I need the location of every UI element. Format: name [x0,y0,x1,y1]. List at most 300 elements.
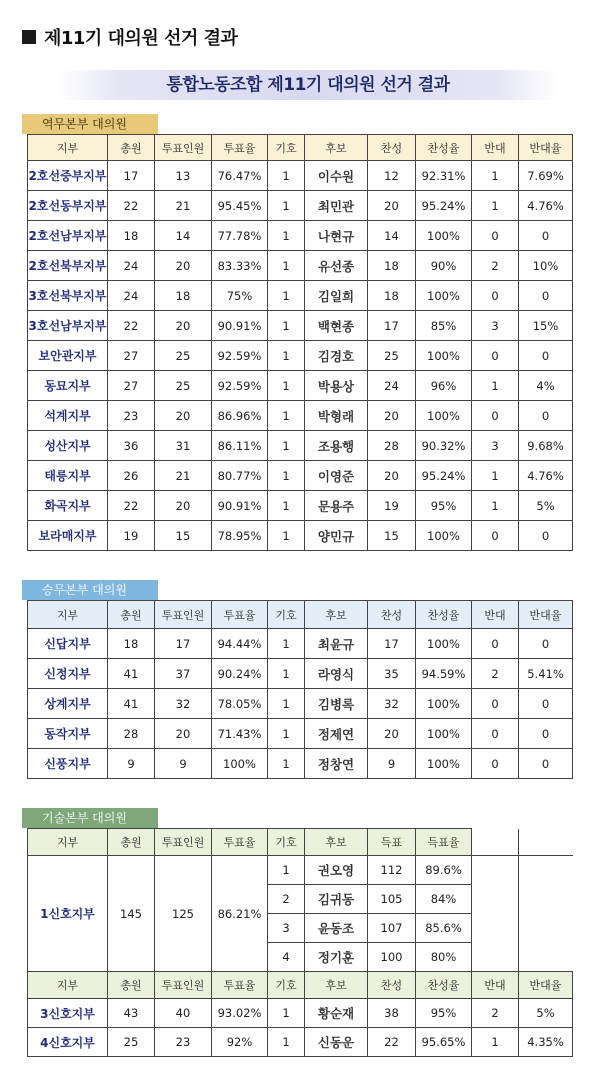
cell-voters: 37 [155,659,212,689]
cell-yes-rate: 100% [416,281,472,311]
cell-yes: 15 [368,521,416,551]
cell-members: 17 [108,161,155,191]
cell-candidate: 김병록 [305,689,368,719]
cell-turnout: 94.44% [212,629,268,659]
cell-no-rate: 4.76% [519,191,573,221]
cell-yes: 9 [368,749,416,779]
cell-voters: 20 [155,401,212,431]
cell-symbol: 1 [268,251,305,281]
header-candidate: 후보 [305,829,368,856]
cell-turnout: 95.45% [212,191,268,221]
cell-branch: 보라매지부 [28,521,108,551]
cell-branch: 화곡지부 [28,491,108,521]
cell-voters: 20 [155,491,212,521]
cell-turnout: 86.21% [212,856,268,972]
section-crew [22,580,578,780]
header-members: 총원 [108,601,155,629]
cell-no: 0 [472,521,519,551]
cell-candidate: 최민관 [305,191,368,221]
table-row [28,491,573,521]
cell-turnout: 90.91% [212,311,268,341]
cell-no: 2 [472,251,519,281]
cell-candidate: 조용행 [305,431,368,461]
header-yes-rate: 찬성율 [416,135,472,161]
header-yes: 찬성 [368,972,416,999]
cell-candidate: 황순재 [305,999,368,1028]
cell-yes-rate: 96% [416,371,472,401]
cell-yes-rate: 100% [416,629,472,659]
cell-votes: 112 [368,856,416,885]
cell-turnout: 76.47% [212,161,268,191]
cell-branch: 3호선북부지부 [28,281,108,311]
cell-symbol: 3 [268,914,305,943]
blank-cell [472,914,519,943]
cell-yes-rate: 94.59% [416,659,472,689]
header-no: 반대 [472,135,519,161]
cell-branch: 2호선동부지부 [28,191,108,221]
cell-members: 36 [108,431,155,461]
cell-voters: 23 [155,1028,212,1057]
blank-cell [519,856,573,885]
cell-voters: 13 [155,161,212,191]
cell-no: 1 [472,461,519,491]
cell-yes: 38 [368,999,416,1028]
cell-branch: 태릉지부 [28,461,108,491]
cell-yes: 20 [368,461,416,491]
blank-cell [472,856,519,885]
table-header-row [28,972,573,999]
cell-yes: 28 [368,431,416,461]
blank-cell [472,829,519,856]
cell-no-rate: 0 [519,221,573,251]
cell-candidate: 이수원 [305,161,368,191]
header-no: 반대 [472,972,519,999]
cell-no-rate: 5.41% [519,659,573,689]
section-station-affairs [22,114,578,554]
cell-no: 0 [472,719,519,749]
cell-yes: 18 [368,281,416,311]
cell-voters: 15 [155,521,212,551]
cell-candidate: 신동운 [305,1028,368,1057]
header-candidate: 후보 [305,135,368,161]
cell-voters: 20 [155,251,212,281]
table-row [28,659,573,689]
cell-no-rate: 5% [519,491,573,521]
cell-no-rate: 0 [519,749,573,779]
cell-branch: 4신호지부 [28,1028,108,1057]
table-row [28,856,573,885]
header-candidate: 후보 [305,972,368,999]
cell-voters: 18 [155,281,212,311]
cell-candidate: 박형래 [305,401,368,431]
header-voters: 투표인원 [155,972,212,999]
table-row [28,161,573,191]
cell-no: 1 [472,161,519,191]
header-votes: 득표 [368,829,416,856]
cell-no: 1 [472,1028,519,1057]
cell-turnout: 75% [212,281,268,311]
cell-candidate: 백현종 [305,311,368,341]
cell-members: 27 [108,341,155,371]
cell-members: 26 [108,461,155,491]
cell-turnout: 86.11% [212,431,268,461]
header-branch: 지부 [28,829,108,856]
cell-branch: 2호선북부지부 [28,251,108,281]
header-turnout: 투표율 [212,135,268,161]
cell-candidate: 윤동조 [305,914,368,943]
header-yes-rate: 찬성율 [416,972,472,999]
cell-voters: 31 [155,431,212,461]
cell-turnout: 83.33% [212,251,268,281]
results-table [27,134,573,551]
cell-symbol: 1 [268,161,305,191]
cell-branch: 성산지부 [28,431,108,461]
cell-candidate: 정기훈 [305,943,368,972]
cell-symbol: 1 [268,311,305,341]
cell-symbol: 1 [268,1028,305,1057]
cell-branch: 신풍지부 [28,749,108,779]
page-title-text: 제11기 대의원 선거 결과 [44,28,238,49]
cell-symbol: 1 [268,431,305,461]
cell-members: 18 [108,221,155,251]
cell-yes-rate: 95.24% [416,191,472,221]
blank-cell [472,943,519,972]
cell-members: 9 [108,749,155,779]
cell-yes-rate: 100% [416,521,472,551]
table-row [28,401,573,431]
cell-no: 1 [472,371,519,401]
table-row [28,371,573,401]
header-no-rate: 반대율 [519,601,573,629]
cell-candidate: 권오영 [305,856,368,885]
cell-votes: 100 [368,943,416,972]
cell-candidate: 정창연 [305,749,368,779]
cell-no-rate: 0 [519,689,573,719]
cell-symbol: 1 [268,281,305,311]
table-row [28,311,573,341]
section-label: 기술본부 대의원 [22,808,158,828]
cell-no: 2 [472,999,519,1028]
cell-voters: 25 [155,341,212,371]
cell-turnout: 92% [212,1028,268,1057]
section-technical [22,808,578,1068]
banner-title: 통합노동조합 제11기 대의원 선거 결과 [58,70,558,100]
header-yes: 찬성 [368,601,416,629]
cell-symbol: 1 [268,191,305,221]
cell-symbol: 1 [268,461,305,491]
table-header-row [28,601,573,629]
cell-branch: 2호선중부지부 [28,161,108,191]
cell-candidate: 김귀동 [305,885,368,914]
header-turnout: 투표율 [212,601,268,629]
results-table [27,600,573,779]
cell-yes-rate: 85% [416,311,472,341]
cell-voters: 14 [155,221,212,251]
cell-yes: 17 [368,629,416,659]
cell-no: 3 [472,311,519,341]
cell-symbol: 1 [268,999,305,1028]
cell-candidate: 양민규 [305,521,368,551]
cell-yes-rate: 90.32% [416,431,472,461]
cell-no: 0 [472,221,519,251]
header-branch: 지부 [28,601,108,629]
cell-members: 22 [108,191,155,221]
cell-turnout: 100% [212,749,268,779]
cell-voters: 20 [155,719,212,749]
cell-candidate: 라영식 [305,659,368,689]
section-label: 역무본부 대의원 [22,114,158,134]
cell-vote-rate: 85.6% [416,914,472,943]
cell-branch: 동묘지부 [28,371,108,401]
cell-yes-rate: 90% [416,251,472,281]
table-row [28,749,573,779]
table-row [28,341,573,371]
header-symbol: 기호 [268,601,305,629]
cell-turnout: 71.43% [212,719,268,749]
cell-no-rate: 0 [519,281,573,311]
header-voters: 투표인원 [155,829,212,856]
header-vote-rate: 득표율 [416,829,472,856]
header-turnout: 투표율 [212,829,268,856]
cell-candidate: 정제연 [305,719,368,749]
cell-voters: 25 [155,371,212,401]
header-members: 총원 [108,135,155,161]
cell-yes-rate: 95.24% [416,461,472,491]
cell-turnout: 90.91% [212,491,268,521]
cell-no: 0 [472,689,519,719]
cell-members: 25 [108,1028,155,1057]
cell-no: 0 [472,629,519,659]
cell-branch: 1신호지부 [28,856,108,972]
cell-symbol: 1 [268,856,305,885]
cell-turnout: 90.24% [212,659,268,689]
cell-branch: 신답지부 [28,629,108,659]
cell-yes-rate: 100% [416,221,472,251]
cell-no: 0 [472,341,519,371]
cell-turnout: 78.05% [212,689,268,719]
cell-yes-rate: 95.65% [416,1028,472,1057]
cell-yes: 20 [368,401,416,431]
cell-symbol: 1 [268,521,305,551]
cell-members: 24 [108,281,155,311]
cell-yes: 25 [368,341,416,371]
cell-no: 3 [472,431,519,461]
cell-members: 145 [108,856,155,972]
cell-symbol: 1 [268,659,305,689]
cell-voters: 125 [155,856,212,972]
blank-cell [519,943,573,972]
cell-vote-rate: 84% [416,885,472,914]
header-no-rate: 반대율 [519,972,573,999]
cell-no: 1 [472,191,519,221]
header-candidate: 후보 [305,601,368,629]
table-row [28,999,573,1028]
table-row [28,1028,573,1057]
cell-symbol: 1 [268,689,305,719]
cell-candidate: 문용주 [305,491,368,521]
cell-yes-rate: 92.31% [416,161,472,191]
table-row [28,191,573,221]
cell-symbol: 1 [268,749,305,779]
cell-yes: 12 [368,161,416,191]
header-turnout: 투표율 [212,972,268,999]
cell-yes: 35 [368,659,416,689]
cell-yes: 32 [368,689,416,719]
cell-symbol: 1 [268,371,305,401]
cell-branch: 석계지부 [28,401,108,431]
cell-no-rate: 15% [519,311,573,341]
section-label: 승무본부 대의원 [22,580,158,600]
cell-yes: 22 [368,1028,416,1057]
cell-no: 2 [472,659,519,689]
table-header-row [28,135,573,161]
header-members: 총원 [108,972,155,999]
header-no: 반대 [472,601,519,629]
cell-branch: 상계지부 [28,689,108,719]
table-row [28,431,573,461]
cell-yes-rate: 100% [416,341,472,371]
cell-no-rate: 4.35% [519,1028,573,1057]
cell-votes: 107 [368,914,416,943]
blank-cell [519,829,573,856]
table-row [28,521,573,551]
cell-no-rate: 10% [519,251,573,281]
cell-no-rate: 5% [519,999,573,1028]
table-row [28,281,573,311]
cell-turnout: 86.96% [212,401,268,431]
cell-members: 22 [108,491,155,521]
cell-candidate: 유선종 [305,251,368,281]
cell-symbol: 2 [268,885,305,914]
cell-vote-rate: 80% [416,943,472,972]
cell-voters: 40 [155,999,212,1028]
table-row [28,629,573,659]
cell-yes: 17 [368,311,416,341]
cell-members: 41 [108,659,155,689]
header-symbol: 기호 [268,972,305,999]
header-voters: 투표인원 [155,135,212,161]
cell-symbol: 1 [268,221,305,251]
cell-no: 0 [472,749,519,779]
cell-no: 0 [472,281,519,311]
cell-yes-rate: 95% [416,999,472,1028]
cell-yes: 20 [368,719,416,749]
cell-candidate: 나현규 [305,221,368,251]
cell-symbol: 1 [268,341,305,371]
cell-turnout: 78.95% [212,521,268,551]
header-branch: 지부 [28,135,108,161]
cell-members: 19 [108,521,155,551]
cell-branch: 동작지부 [28,719,108,749]
cell-yes-rate: 100% [416,401,472,431]
cell-turnout: 92.59% [212,341,268,371]
cell-no: 1 [472,491,519,521]
cell-branch: 3호선남부지부 [28,311,108,341]
cell-members: 24 [108,251,155,281]
cell-yes: 19 [368,491,416,521]
cell-members: 43 [108,999,155,1028]
cell-yes: 24 [368,371,416,401]
cell-members: 41 [108,689,155,719]
cell-no-rate: 0 [519,629,573,659]
page-title [22,24,237,50]
cell-voters: 9 [155,749,212,779]
cell-symbol: 1 [268,401,305,431]
cell-no-rate: 0 [519,521,573,551]
cell-voters: 17 [155,629,212,659]
cell-members: 28 [108,719,155,749]
cell-symbol: 4 [268,943,305,972]
cell-voters: 21 [155,191,212,221]
blank-cell [519,914,573,943]
cell-symbol: 1 [268,719,305,749]
cell-members: 27 [108,371,155,401]
cell-no: 0 [472,401,519,431]
cell-yes: 20 [368,191,416,221]
cell-members: 23 [108,401,155,431]
cell-candidate: 김경호 [305,341,368,371]
square-bullet-icon [22,30,36,44]
table-row [28,719,573,749]
table-header-row [28,829,573,856]
cell-candidate: 박용상 [305,371,368,401]
header-voters: 투표인원 [155,601,212,629]
cell-turnout: 77.78% [212,221,268,251]
table-row [28,221,573,251]
cell-symbol: 1 [268,491,305,521]
cell-symbol: 1 [268,629,305,659]
cell-yes-rate: 100% [416,749,472,779]
header-no-rate: 반대율 [519,135,573,161]
header-symbol: 기호 [268,829,305,856]
cell-candidate: 김일희 [305,281,368,311]
cell-candidate: 최윤규 [305,629,368,659]
cell-members: 22 [108,311,155,341]
cell-yes-rate: 100% [416,689,472,719]
cell-candidate: 이영준 [305,461,368,491]
cell-yes-rate: 95% [416,491,472,521]
blank-cell [472,885,519,914]
cell-voters: 20 [155,311,212,341]
cell-voters: 21 [155,461,212,491]
cell-no-rate: 4.76% [519,461,573,491]
cell-members: 18 [108,629,155,659]
cell-turnout: 92.59% [212,371,268,401]
cell-votes: 105 [368,885,416,914]
header-yes-rate: 찬성율 [416,601,472,629]
blank-cell [519,885,573,914]
table-row [28,689,573,719]
cell-yes: 14 [368,221,416,251]
cell-no-rate: 4% [519,371,573,401]
cell-no-rate: 7.69% [519,161,573,191]
cell-branch: 보안관지부 [28,341,108,371]
cell-turnout: 93.02% [212,999,268,1028]
cell-no-rate: 0 [519,401,573,431]
cell-no-rate: 0 [519,341,573,371]
cell-yes: 18 [368,251,416,281]
header-members: 총원 [108,829,155,856]
cell-no-rate: 9.68% [519,431,573,461]
cell-vote-rate: 89.6% [416,856,472,885]
header-branch: 지부 [28,972,108,999]
results-table-multi [27,828,573,1057]
cell-branch: 신정지부 [28,659,108,689]
cell-voters: 32 [155,689,212,719]
cell-yes-rate: 100% [416,719,472,749]
cell-no-rate: 0 [519,719,573,749]
table-row [28,251,573,281]
